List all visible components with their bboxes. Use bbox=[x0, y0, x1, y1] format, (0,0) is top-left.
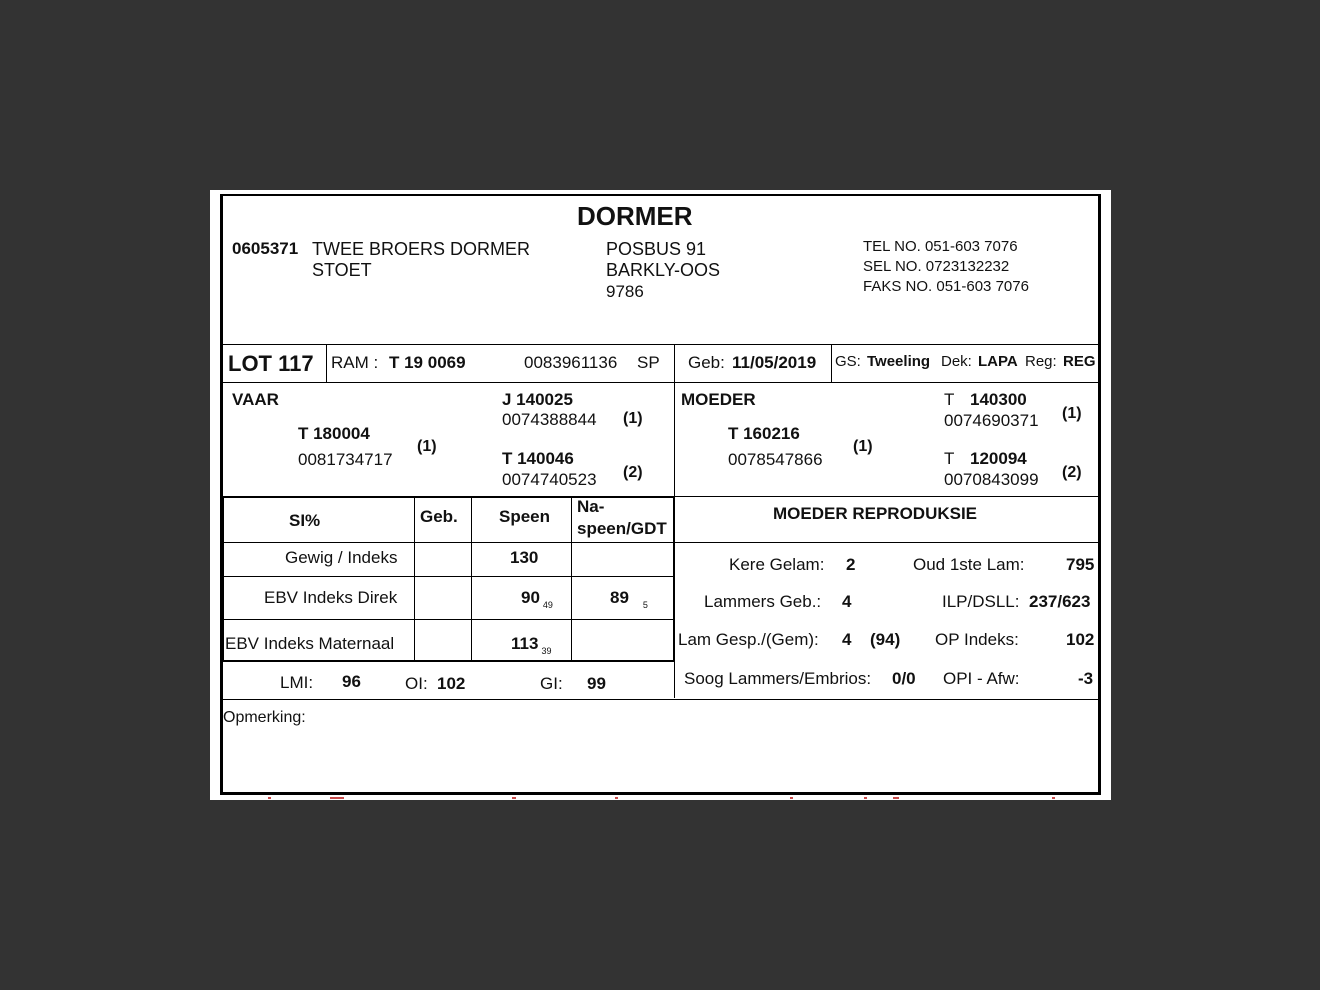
lam-gesp-value: 4 bbox=[842, 630, 852, 649]
ebv-direk-speen-value bbox=[521, 589, 553, 610]
gi-value: 99 bbox=[587, 674, 606, 693]
address-line1: POSBUS 91 bbox=[606, 239, 707, 259]
divider bbox=[831, 344, 832, 382]
gi-label: GI: bbox=[540, 674, 563, 693]
divider bbox=[674, 344, 675, 382]
breed-title: DORMER bbox=[577, 201, 693, 231]
divider bbox=[222, 382, 1100, 383]
vaar-mark: (1) bbox=[417, 438, 437, 455]
vaar-dam-number: 0074740523 bbox=[502, 470, 597, 489]
gewig-speen-value: 130 bbox=[510, 548, 539, 567]
vaar-sire-mark: (1) bbox=[623, 410, 643, 427]
divider bbox=[675, 496, 1100, 497]
reg-value: REG bbox=[1063, 353, 1096, 370]
lam-gesp-average: (94) bbox=[870, 630, 901, 649]
opi-value: -3 bbox=[1078, 669, 1094, 688]
kere-gelam-label: Kere Gelam: bbox=[729, 555, 825, 574]
moeder-mark: (1) bbox=[853, 438, 873, 455]
tel-number: TEL NO. 051-603 7076 bbox=[863, 238, 1018, 255]
breeder-number: 0605371 bbox=[232, 239, 299, 258]
ram-number: 0083961136 bbox=[524, 353, 618, 372]
ilp-value: 237/623 bbox=[1029, 592, 1091, 611]
naspeen-header-line2: speen/GDT bbox=[577, 519, 667, 538]
moeder-label: MOEDER bbox=[681, 390, 756, 409]
sel-number: SEL NO. 0723132232 bbox=[863, 258, 1010, 275]
lot-number: LOT 117 bbox=[228, 351, 314, 376]
breeder-name-line2: STOET bbox=[312, 260, 372, 280]
vaar-number: 0081734717 bbox=[298, 450, 393, 469]
dek-value: LAPA bbox=[978, 353, 1018, 370]
moeder-dam-id: 120094 bbox=[970, 449, 1027, 468]
reproduction-title: MOEDER REPRODUKSIE bbox=[773, 504, 978, 523]
speen-header: Speen bbox=[499, 507, 551, 526]
print-artifact bbox=[893, 797, 899, 799]
row-label-ebv-direk: EBV Indeks Direk bbox=[264, 588, 398, 607]
kere-gelam-value: 2 bbox=[846, 555, 856, 574]
divider bbox=[571, 496, 572, 661]
ebv-maternaal-speen-accuracy: 39 bbox=[541, 646, 552, 656]
row-label-ebv-maternaal: EBV Indeks Maternaal bbox=[225, 634, 395, 653]
moeder-sire-prefix: T bbox=[944, 390, 955, 409]
print-artifact bbox=[330, 797, 344, 799]
print-artifact bbox=[790, 797, 793, 799]
naspeen-header-line1: Na- bbox=[577, 497, 605, 516]
lammers-geb-value: 4 bbox=[842, 592, 852, 611]
ebv-maternaal-speen: 113 bbox=[511, 634, 539, 653]
vaar-label: VAAR bbox=[232, 390, 279, 409]
opi-label: OPI - Afw: bbox=[943, 669, 1020, 688]
divider bbox=[222, 542, 1100, 543]
vaar-id: T 180004 bbox=[298, 424, 370, 443]
faks-number: FAKS NO. 051-603 7076 bbox=[863, 278, 1029, 295]
ebv-direk-speen: 90 bbox=[521, 588, 540, 607]
moeder-dam-number: 0070843099 bbox=[944, 470, 1039, 489]
oi-label: OI: bbox=[405, 674, 428, 693]
lam-gesp-label: Lam Gesp./(Gem): bbox=[678, 630, 819, 649]
divider bbox=[222, 344, 1100, 345]
divider bbox=[414, 496, 415, 661]
op-indeks-value: 102 bbox=[1066, 630, 1095, 649]
divider bbox=[222, 619, 674, 620]
divider bbox=[222, 699, 1100, 700]
address-line3: 9786 bbox=[606, 282, 644, 301]
ebv-maternaal-speen-value bbox=[511, 635, 551, 656]
ebv-direk-speen-accuracy: 49 bbox=[542, 600, 553, 610]
vaar-sire-id: J 140025 bbox=[502, 390, 573, 409]
moeder-dam-mark: (2) bbox=[1062, 464, 1082, 481]
moeder-id: T 160216 bbox=[728, 424, 800, 443]
print-artifact bbox=[615, 797, 618, 799]
ram-code: SP bbox=[637, 353, 660, 372]
row-label-gewig: Gewig / Indeks bbox=[285, 548, 398, 567]
ebv-direk-naspeen: 89 bbox=[610, 588, 629, 607]
moeder-sire-mark: (1) bbox=[1062, 405, 1082, 422]
geb-date: 11/05/2019 bbox=[732, 353, 817, 372]
ilp-label: ILP/DSLL: bbox=[942, 592, 1020, 611]
op-indeks-label: OP Indeks: bbox=[935, 630, 1019, 649]
reg-label: Reg: bbox=[1025, 353, 1057, 370]
print-artifact bbox=[512, 797, 516, 799]
oud-value: 795 bbox=[1066, 555, 1095, 574]
gs-value: Tweeling bbox=[867, 353, 931, 370]
oi-value: 102 bbox=[437, 674, 466, 693]
print-artifact bbox=[268, 797, 271, 799]
divider bbox=[222, 576, 674, 577]
moeder-number: 0078547866 bbox=[728, 450, 823, 469]
breeder-name-line1: TWEE BROERS DORMER bbox=[312, 239, 531, 259]
si-header: SI% bbox=[289, 511, 321, 530]
vaar-dam-id: T 140046 bbox=[502, 449, 574, 468]
ram-id: T 19 0069 bbox=[389, 353, 466, 372]
vaar-sire-number: 0074388844 bbox=[502, 410, 597, 429]
print-artifact bbox=[864, 797, 867, 799]
address-line2: BARKLY-OOS bbox=[606, 260, 721, 280]
remarks-label: Opmerking: bbox=[223, 709, 306, 726]
ebv-direk-naspeen-accuracy: 5 bbox=[642, 600, 648, 610]
geb-header: Geb. bbox=[420, 507, 458, 526]
moeder-sire-id: 140300 bbox=[970, 390, 1027, 409]
ebv-direk-naspeen-value bbox=[610, 589, 648, 610]
ram-label: RAM : bbox=[331, 353, 379, 372]
moeder-dam-prefix: T bbox=[944, 449, 955, 468]
oud-label: Oud 1ste Lam: bbox=[913, 555, 1025, 574]
print-artifact bbox=[1052, 797, 1055, 799]
geb-label: Geb: bbox=[688, 353, 725, 372]
lmi-label: LMI: bbox=[280, 673, 314, 692]
divider bbox=[471, 496, 472, 661]
lammers-geb-label: Lammers Geb.: bbox=[704, 592, 822, 611]
vaar-dam-mark: (2) bbox=[623, 464, 643, 481]
moeder-sire-number: 0074690371 bbox=[944, 411, 1039, 430]
lmi-value: 96 bbox=[342, 672, 361, 691]
soog-value: 0/0 bbox=[892, 669, 916, 688]
soog-label: Soog Lammers/Embrios: bbox=[684, 669, 872, 688]
dek-label: Dek: bbox=[941, 353, 972, 370]
gs-label: GS: bbox=[835, 353, 861, 370]
divider bbox=[326, 344, 327, 382]
